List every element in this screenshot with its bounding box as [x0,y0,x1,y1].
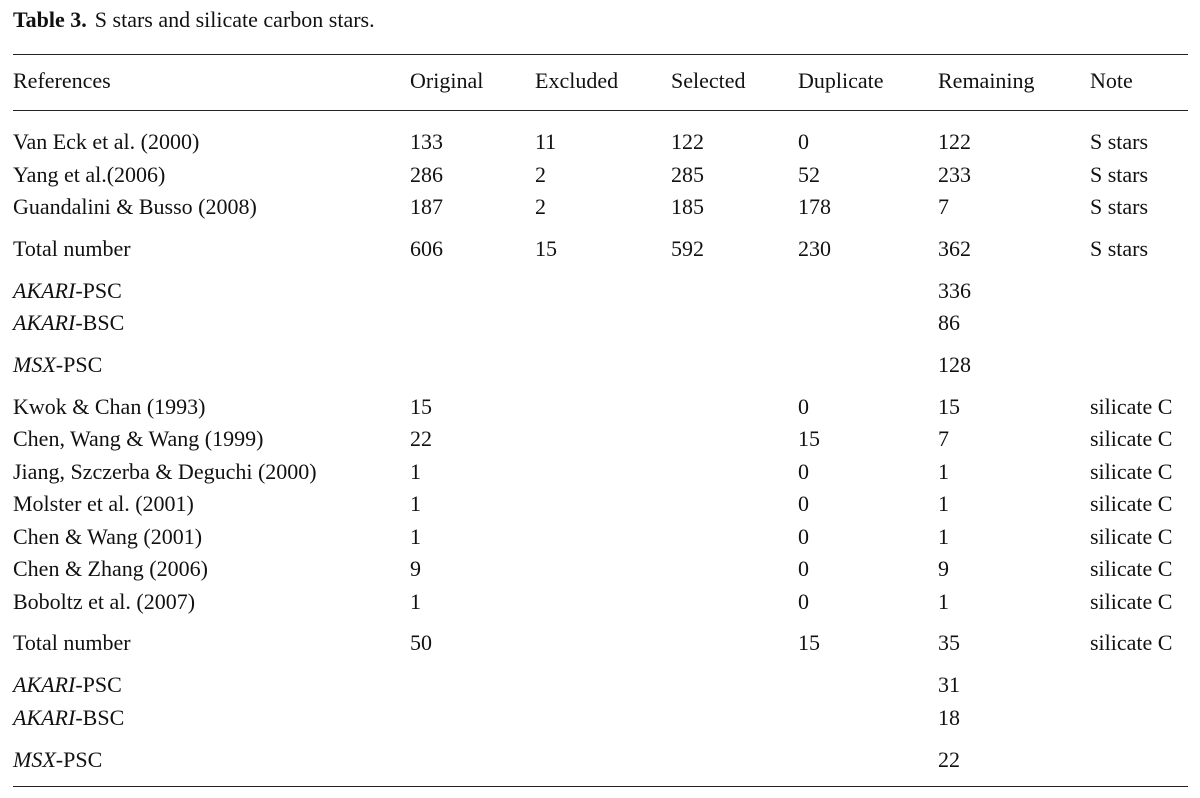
cell-reference [13,670,122,700]
cell-remaining: 31 [938,672,960,697]
cell-note: silicate C [1090,556,1173,581]
cell-reference [13,308,124,338]
table-caption [13,7,375,33]
catalog-name: AKARI [13,278,76,303]
cell-duplicate: 0 [798,589,809,614]
table-row [0,424,1200,454]
table-row-catalog [0,308,1200,338]
cell-duplicate: 0 [798,394,809,419]
table-row [0,160,1200,190]
table-row [0,489,1200,519]
header-note: Note [1090,68,1133,93]
cell-duplicate: 0 [798,459,809,484]
cell-original: 50 [410,630,432,655]
cell-reference: Total number [13,630,131,655]
catalog-suffix: -PSC [55,747,103,772]
cell-remaining: 86 [938,310,960,335]
cell-reference: Jiang, Szczerba & Deguchi (2000) [13,459,317,484]
header-selected: Selected [671,68,746,93]
table-row-catalog [0,276,1200,306]
header-duplicate: Duplicate [798,68,884,93]
cell-duplicate: 0 [798,129,809,154]
cell-remaining: 1 [938,524,949,549]
cell-reference: Kwok & Chan (1993) [13,394,206,419]
table-row [0,127,1200,157]
table-row-total [0,234,1200,264]
cell-note: S stars [1090,129,1149,154]
cell-selected: 185 [671,194,704,219]
table-row [0,457,1200,487]
catalog-name: MSX [13,747,56,772]
catalog-name: AKARI [13,672,76,697]
cell-original: 286 [410,162,443,187]
cell-remaining: 35 [938,630,960,655]
cell-remaining: 18 [938,705,960,730]
cell-note: silicate C [1090,394,1173,419]
cell-remaining: 1 [938,589,949,614]
catalog-suffix: -PSC [75,672,122,697]
cell-original: 9 [410,556,421,581]
cell-original: 1 [410,524,421,549]
cell-remaining: 9 [938,556,949,581]
cell-reference: Chen & Zhang (2006) [13,556,208,581]
cell-original: 187 [410,194,443,219]
header-rule [13,110,1188,111]
cell-remaining: 22 [938,747,960,772]
cell-excluded: 2 [535,162,546,187]
cell-remaining: 1 [938,459,949,484]
cell-note: silicate C [1090,524,1173,549]
cell-duplicate: 15 [798,630,820,655]
cell-reference: Chen & Wang (2001) [13,524,203,549]
cell-duplicate: 0 [798,491,809,516]
header-original: Original [410,68,484,93]
table-row [0,522,1200,552]
cell-remaining: 336 [938,278,971,303]
table-row [0,392,1200,422]
table-row-catalog [0,670,1200,700]
cell-remaining: 362 [938,236,971,261]
cell-original: 606 [410,236,443,261]
table-row [0,587,1200,617]
cell-remaining: 15 [938,394,960,419]
cell-duplicate: 230 [798,236,831,261]
cell-reference [13,703,124,733]
cell-reference [13,276,122,306]
cell-reference [13,350,102,380]
cell-reference: Boboltz et al. (2007) [13,589,196,614]
cell-excluded: 11 [535,129,557,154]
catalog-name: AKARI [13,310,76,335]
cell-remaining: 128 [938,352,971,377]
cell-note: S stars [1090,194,1149,219]
table-row-total [0,628,1200,658]
cell-reference: Van Eck et al. (2000) [13,129,200,154]
cell-excluded: 2 [535,194,546,219]
cell-original: 1 [410,589,421,614]
cell-selected: 592 [671,236,704,261]
cell-remaining: 7 [938,426,949,451]
catalog-name: AKARI [13,705,76,730]
cell-note: silicate C [1090,459,1173,484]
cell-note: S stars [1090,236,1149,261]
table-row [0,192,1200,222]
cell-original: 133 [410,129,443,154]
cell-remaining: 233 [938,162,971,187]
cell-remaining: 122 [938,129,971,154]
cell-duplicate: 178 [798,194,831,219]
cell-selected: 122 [671,129,704,154]
catalog-suffix: -PSC [75,278,122,303]
catalog-suffix: -BSC [75,705,125,730]
cell-reference: Yang et al.(2006) [13,162,166,187]
cell-note: S stars [1090,162,1149,187]
cell-duplicate: 52 [798,162,820,187]
catalog-suffix: -PSC [55,352,103,377]
catalog-suffix: -BSC [75,310,125,335]
cell-note: silicate C [1090,589,1173,614]
table-label: Table 3. [13,7,87,32]
cell-reference: Chen, Wang & Wang (1999) [13,426,264,451]
cell-duplicate: 0 [798,556,809,581]
cell-original: 22 [410,426,432,451]
table-row-catalog [0,745,1200,775]
header-references: References [13,68,111,93]
cell-reference: Guandalini & Busso (2008) [13,194,257,219]
table-row-catalog [0,350,1200,380]
cell-reference [13,745,102,775]
top-rule [13,54,1188,55]
catalog-name: MSX [13,352,56,377]
table-header-row [0,66,1200,96]
cell-remaining: 1 [938,491,949,516]
table-row [0,554,1200,584]
cell-reference: Molster et al. (2001) [13,491,194,516]
cell-duplicate: 15 [798,426,820,451]
table-caption-text: S stars and silicate carbon stars. [94,7,375,32]
header-excluded: Excluded [535,68,619,93]
cell-note: silicate C [1090,426,1173,451]
cell-excluded: 15 [535,236,557,261]
cell-original: 1 [410,459,421,484]
header-remaining: Remaining [938,68,1035,93]
cell-note: silicate C [1090,491,1173,516]
cell-remaining: 7 [938,194,949,219]
cell-selected: 285 [671,162,704,187]
cell-original: 1 [410,491,421,516]
cell-reference: Total number [13,236,131,261]
cell-original: 15 [410,394,432,419]
cell-note: silicate C [1090,630,1173,655]
bottom-rule [13,786,1188,787]
cell-duplicate: 0 [798,524,809,549]
table-row-catalog [0,703,1200,733]
